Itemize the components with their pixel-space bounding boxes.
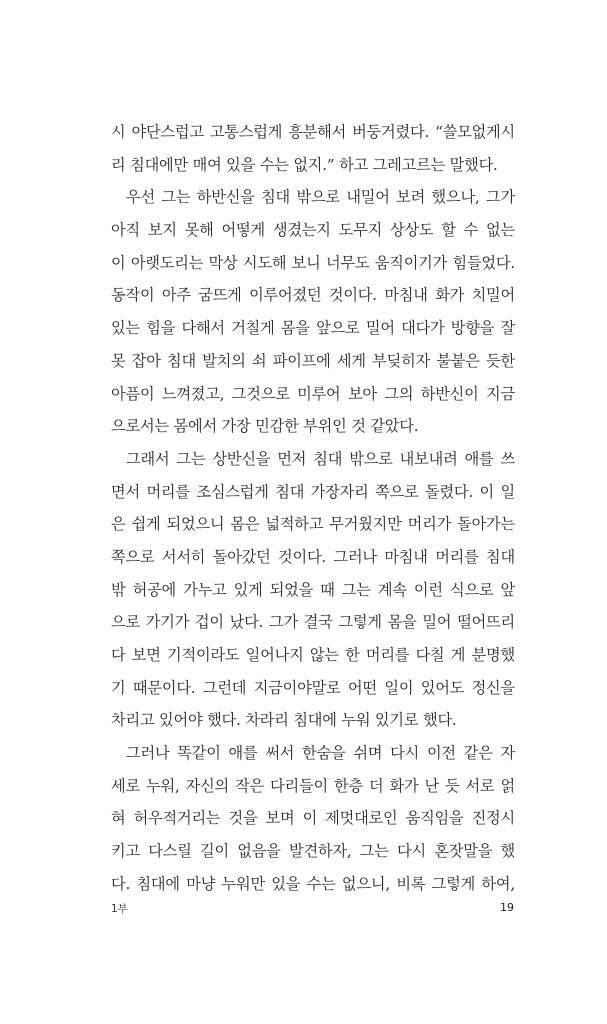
- page-number: 19: [500, 901, 514, 914]
- text-line: 다. 침대에 마냥 누워만 있을 수는 없으니, 비록 그렇게 하여,: [111, 874, 515, 893]
- text-line: 은 쉽게 되었으니 몸은 넓적하고 무거웠지만 머리가 돌아가는: [111, 515, 515, 534]
- text-line: 밖 허공에 가누고 있게 되었을 때 그는 계속 이런 식으로 앞: [111, 580, 515, 599]
- text-line: 동작이 아주 굼뜨게 이루어졌던 것이다. 마침내 화가 치밀어: [111, 286, 515, 305]
- text-line: 면서 머리를 조심스럽게 침대 가장자리 쪽으로 돌렸다. 이 일: [111, 482, 515, 501]
- running-footer-section: 1부: [111, 903, 128, 915]
- paragraph-start-line: 우선 그는 하반신을 침대 밖으로 내밀어 보려 했으나, 그가: [126, 188, 515, 207]
- text-line: 시 야단스럽고 고통스럽게 흥분해서 버둥거렸다. “쓸모없게시: [111, 123, 515, 141]
- text-line: 있는 힘을 다해서 거칠게 몸을 앞으로 밀어 대다가 방향을 잘: [111, 319, 515, 338]
- text-line: 세로 누워, 자신의 작은 다리들이 한층 더 화가 난 듯 서로 얽: [111, 776, 515, 795]
- text-line: 기 때문이다. 그런데 지금이야말로 어떤 일이 있어도 정신을: [111, 678, 515, 697]
- text-line: 이 아랫도리는 막상 시도해 보니 너무도 움직이기가 힘들었다.: [111, 253, 515, 272]
- text-line: 키고 다스릴 길이 없음을 발견하자, 그는 다시 혼잣말을 했: [111, 842, 515, 861]
- body-text: [111, 116, 515, 901]
- text-line: 쪽으로 서서히 돌아갔던 것이다. 그러나 마침내 머리를 침대: [111, 547, 515, 566]
- text-line: 다 보면 기적이라도 일어나지 않는 한 머리를 다칠 게 분명했: [111, 646, 515, 664]
- text-line: 혀 허우적거리는 것을 보며 이 제멋대로인 움직임을 진정시: [111, 809, 515, 828]
- text-line: 아직 보지 못해 어떻게 생겼는지 도무지 상상도 할 수 없는: [111, 221, 515, 240]
- text-line: 차리고 있어야 했다. 차라리 침대에 누워 있기로 했다.: [111, 711, 457, 730]
- text-line: 리 침대에만 매여 있을 수는 없지.” 하고 그레고르는 말했다.: [111, 155, 498, 174]
- paragraph-start-line: 그러나 똑같이 애를 써서 한숨을 쉬며 다시 이전 같은 자: [126, 744, 515, 763]
- text-line: 으로서는 몸에서 가장 민감한 부위인 것 같았다.: [111, 417, 419, 436]
- text-line: 못 잡아 침대 발치의 쇠 파이프에 세게 부딪히자 불붙은 듯한: [111, 351, 515, 370]
- text-line: 으로 가기가 겁이 났다. 그가 결국 그렇게 몸을 밀어 떨어뜨리: [111, 613, 515, 632]
- text-line: 아픔이 느껴졌고, 그것으로 미루어 보아 그의 하반신이 지금: [111, 384, 515, 403]
- paragraph-start-line: 그래서 그는 상반신을 먼저 침대 밖으로 내보내려 애를 쓰: [126, 449, 515, 468]
